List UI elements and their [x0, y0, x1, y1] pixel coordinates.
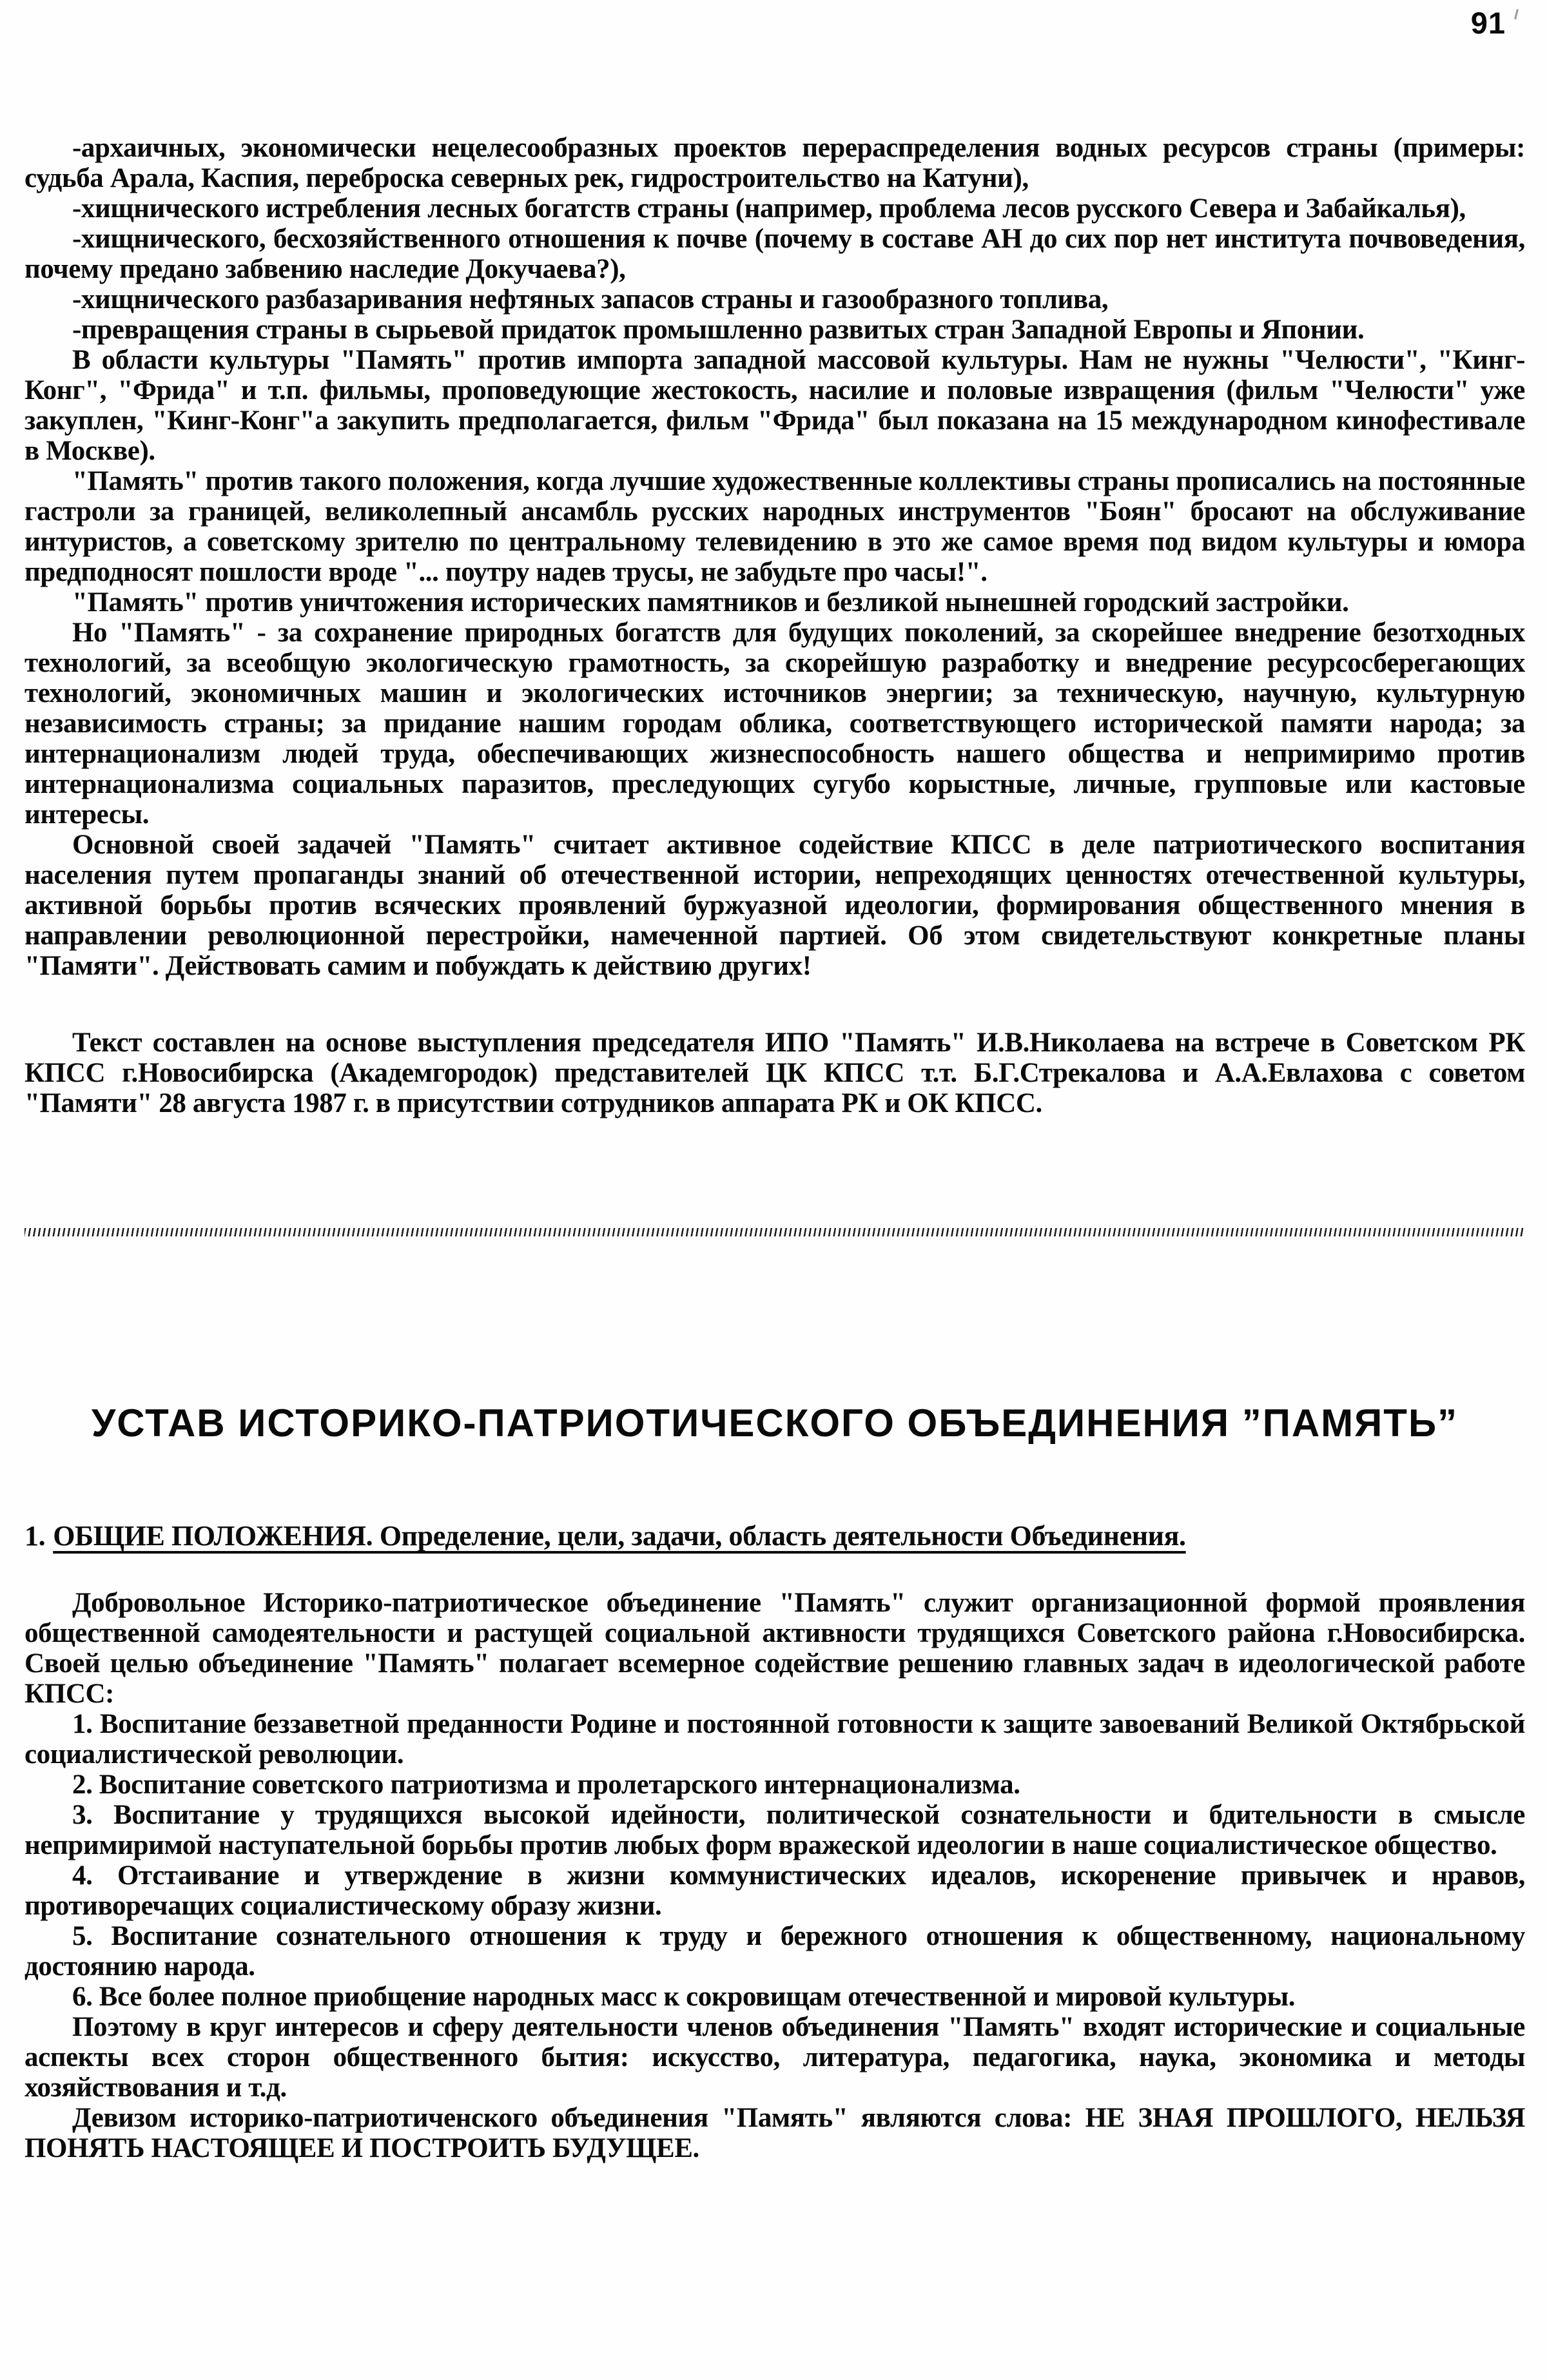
lead-paragraph-soil: -хищнического, бесхозяйственного отношения к почве (почему в составе АН до сих пор нет института почвоведения, почему предано забвению наследие Докучаева?),: [24, 224, 1525, 284]
charter-goal-item-4: 4. Отстаивание и утверждение в жизни коммунистических идеалов, искоренение привычек и нравов, противоречащих социалистическому образу жизни.: [24, 1860, 1525, 1921]
lead-paragraph-touring-ensembles: "Память" против такого положения, когда лучшие художественные коллективы страны прописались на постоянные гастроли за границей, великолепный ансамбль русских народных инструментов "Боян" бросают на обслуживание интуристов, а советскому зрителю по центральному телевидению в это же самое время под видом культуры и юмора предподносят пошлости вроде "... поутру надев трусы, не забудьте про часы!".: [24, 466, 1525, 587]
charter-body: [24, 1588, 1525, 2163]
page-number: 91: [1470, 6, 1506, 40]
charter-goal-item-1: 1. Воспитание беззаветной преданности Родине и постоянной готовности к защите завоеваний Великой Октябрьской социалистической революции.: [24, 1709, 1525, 1770]
section-heading-text: ОБЩИЕ ПОЛОЖЕНИЯ. Определение, цели, задачи, область деятельности Объединения.: [53, 1520, 1186, 1552]
lead-paragraph-forests: -хищнического истребления лесных богатств страны (например, проблема лесов русского Севера и Забайкалья),: [72, 193, 1466, 224]
section-number: 1.: [24, 1520, 46, 1552]
charter-motto-paragraph: Девизом историко-патриотиченского объединения "Память" являются слова: НЕ ЗНАЯ ПРОШЛОГО, НЕЛЬЗЯ ПОНЯТЬ НАСТОЯЩЕЕ И ПОСТРОИТЬ БУДУЩЕЕ.: [24, 2103, 1525, 2163]
lead-paragraph-water-projects: -архаичных, экономически нецелесообразных проектов перераспределения водных ресурсов страны (примеры: судьба Арала, Каспия, переброска северных рек, гидростроительство на Катуни),: [24, 133, 1525, 193]
charter-goal-item-6: 6. Все более полное приобщение народных масс к сокровищам отечественной и мировой культуры.: [72, 1982, 1296, 2012]
source-note: Текст составлен на основе выступления председателя ИПО "Память" И.В.Николаева на встрече в Советском РК КПСС г.Новосибирска (Академгородок) представителей ЦК КПСС т.т. Б.Г.Стрекалова и А.А.Евлахова с советом "Памяти" 28 августа 1987 г. в присутствии сотрудников аппарата РК и ОК КПСС.: [24, 1028, 1525, 1118]
perforation-divider-line: [24, 1228, 1525, 1236]
charter-goal-item-5: 5. Воспитание сознательного отношения к труду и бережного отношения к общественному, национальному достоянию народа.: [24, 1921, 1525, 1982]
lead-paragraph-culture-imports: В области культуры "Память" против импорта западной массовой культуры. Нам не нужны "Челюсти", "Кинг-Конг", "Фрида" и т.п. фильмы, проповедующие жестокость, насилие и половые извращения (фильм "Челюсти" уже закуплен, "Кинг-Конг"а закупить предполагается, фильм "Фрида" был показана на 15 международном кинофестивале в Москве).: [24, 345, 1525, 466]
charter-scope-paragraph: Поэтому в круг интересов и сферу деятельности членов объединения "Память" входят исторические и социальные аспекты всех сторон общественного бытия: искусство, литература, педагогика, наука, экономика и методы хозяйствования и т.д.: [24, 2012, 1525, 2103]
lead-paragraph-raw-materials: -превращения страны в сырьевой придаток промышленно развитых стран Западной Европы и Японии.: [72, 315, 1365, 345]
section-heading: [24, 1520, 1525, 1552]
charter-intro-paragraph: Добровольное Историко-патриотическое объединение "Память" служит организационной формой проявления общественной самодеятельности и растущей социальной активности трудящихся Советского района г.Новосибирска. Своей целью объединение "Память" полагает всемерное содействие решению главных задач в идеологической работе КПСС:: [24, 1588, 1525, 1709]
lead-paragraph-monuments: "Память" против уничтожения исторических памятников и безликой нынешней городский застройки.: [72, 587, 1349, 618]
charter-goal-item-2: 2. Воспитание советского патриотизма и пролетарского интернационализма.: [72, 1770, 1020, 1800]
charter-goal-item-3: 3. Воспитание у трудящихся высокой идейности, политической сознательности и бдительности в смысле непримиримой наступательной борьбы против любых форм вражеской идеологии в наше социалистическое общество.: [24, 1800, 1525, 1860]
lead-section: [24, 133, 1525, 981]
lead-paragraph-for-preservation: Но "Память" - за сохранение природных богатств для будущих поколений, за скорейшее внедрение безотходных технологий, за всеобщую экологическую грамотность, за скорейшую разработку и внедрение ресурсосберегающих технологий, экономичных машин и экологических источников энергии; за техническую, научную, культурную независимость страны; за придание нашим городам облика, соответствующего исторической памяти народа; за интернационализм людей труда, обеспечивающих жизнеспособность нашего общества и непримиримо против интернационализма социальных паразитов, преследующих сугубо корыстные, личные, групповые или кастовые интересы.: [24, 618, 1525, 830]
charter-title: УСТАВ ИСТОРИКО-ПАТРИОТИЧЕСКОГО ОБЪЕДИНЕНИЯ ”ПАМЯТЬ”: [91, 1401, 1459, 1445]
lead-paragraph-main-task: Основной своей задачей "Память" считает активное содействие КПСС в деле патриотического воспитания населения путем пропаганды знаний об отечественной истории, непреходящих ценностях отечественной культуры, активной борьбы против всяческих проявлений буржуазной идеологии, формирования общественного мнения в направлении революционной перестройки, намеченной партией. Об этом свидетельствуют конкретные планы "Памяти". Действовать самим и побуждать к действию других!: [24, 830, 1525, 981]
lead-paragraph-oil: -хищнического разбазаривания нефтяных запасов страны и газообразного топлива,: [72, 284, 1109, 315]
